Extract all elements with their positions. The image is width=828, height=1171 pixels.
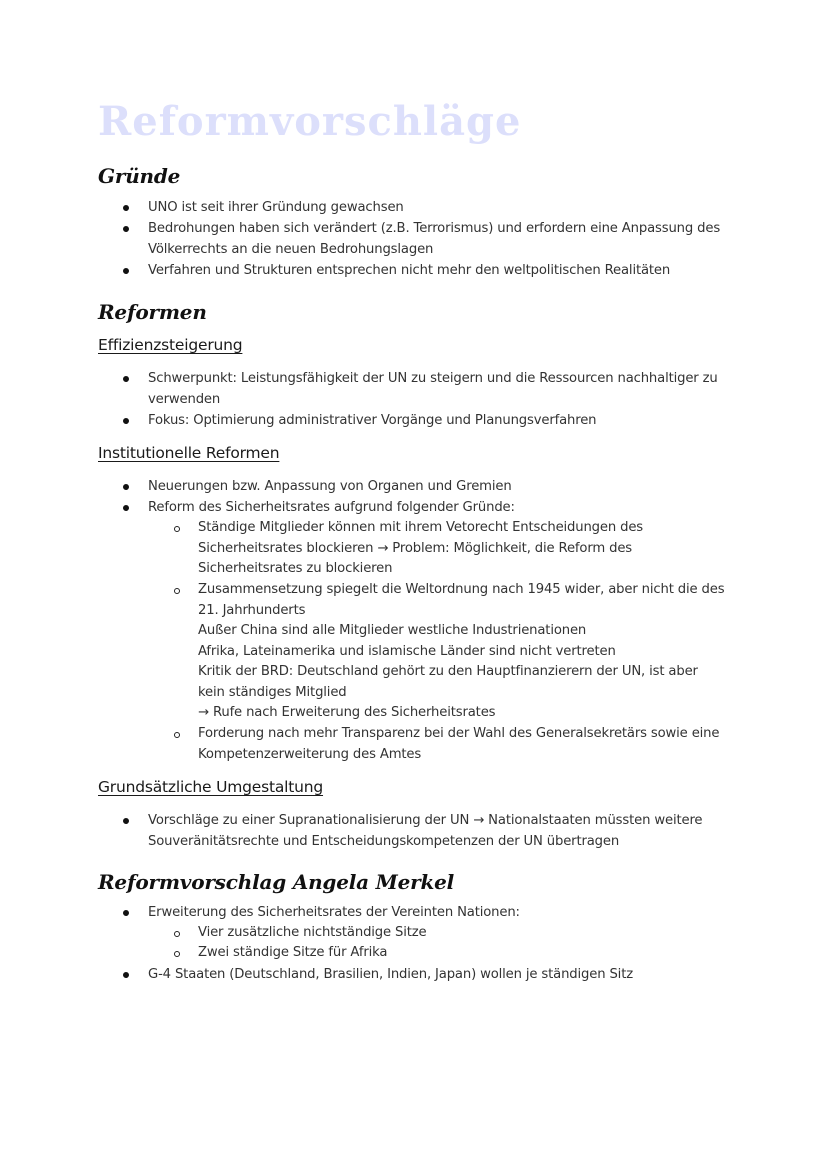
sub-list-item: Zwei ständige Sitze für Afrika [198, 945, 388, 960]
sub-bullet [174, 588, 180, 594]
list-item: Reform des Sicherheitsrates aufgrund folgender Gründe: [148, 500, 515, 515]
subheading-umgestaltung: Grundsätzliche Umgestaltung [98, 778, 324, 796]
sub-list-item: Forderung nach mehr Transparenz bei der Wahl des Generalsekretärs sowie eine Kompetenzerweiterung des Amtes [198, 726, 720, 762]
page-title: Reformvorschläge [98, 98, 522, 145]
bullet [123, 205, 129, 211]
bullet [123, 226, 129, 232]
bullet [123, 972, 129, 978]
bullet [123, 484, 129, 490]
sub-bullet [174, 732, 180, 738]
list-item: Vorschläge zu einer Supranationalisierung der UN → Nationalstaaten müssten weitere Souveränitätsrechte und Entscheidungskompetenzen der UN übertragen [148, 813, 703, 849]
bullet [123, 376, 129, 382]
list-item: Neuerungen bzw. Anpassung von Organen und Gremien [148, 479, 512, 494]
list-item: Schwerpunkt: Leistungsfähigkeit der UN zu steigern und die Ressourcen nachhaltiger zu verwenden [148, 371, 718, 407]
bullet [123, 418, 129, 424]
heading-merkel: Reformvorschlag Angela Merkel [98, 870, 455, 894]
sub-bullet [174, 931, 180, 937]
list-item: G-4 Staaten (Deutschland, Brasilien, Indien, Japan) wollen je ständigen Sitz [148, 967, 633, 982]
bullet [123, 910, 129, 916]
sub-list-item: Vier zusätzliche nichtständige Sitze [198, 925, 427, 940]
bullet [123, 818, 129, 824]
list-item: Erweiterung des Sicherheitsrates der Vereinten Nationen: [148, 905, 520, 920]
bullet [123, 505, 129, 511]
heading-gruende: Gründe [98, 164, 181, 188]
sub-list-item: Ständige Mitglieder können mit ihrem Vetorecht Entscheidungen des Sicherheitsrates blockieren → Problem: Möglichkeit, die Reform des Sicherheitsrates zu blockieren [198, 520, 644, 576]
list-item: UNO ist seit ihrer Gründung gewachsen [148, 200, 404, 215]
bullet [123, 268, 129, 274]
heading-reformen: Reformen [98, 300, 207, 324]
list-item: Fokus: Optimierung administrativer Vorgänge und Planungsverfahren [148, 413, 597, 428]
sub-bullet [174, 951, 180, 957]
list-item: Bedrohungen haben sich verändert (z.B. Terrorismus) und erfordern eine Anpassung des Völkerrechts an die neuen Bedrohungslagen [148, 221, 721, 257]
subheading-effizienz: Effizienzsteigerung [98, 336, 243, 354]
sub-list-item: Zusammensetzung spiegelt die Weltordnung nach 1945 wider, aber nicht die des 21. Jahrhunderts Außer China sind alle Mitglieder westliche Industrienationen Afrika, Lateinamerika und islamische Länder sind nicht vertreten Kritik der BRD: Deutschland gehört zu den Hauptfinanzierern der UN, ist aber kein ständiges Mitglied → Rufe nach Erweiterung des Sicherheitsrates [198, 582, 725, 720]
sub-bullet [174, 526, 180, 532]
list-item: Verfahren und Strukturen entsprechen nicht mehr den weltpolitischen Realitäten [148, 263, 671, 278]
subheading-institutionell: Institutionelle Reformen [98, 444, 280, 462]
